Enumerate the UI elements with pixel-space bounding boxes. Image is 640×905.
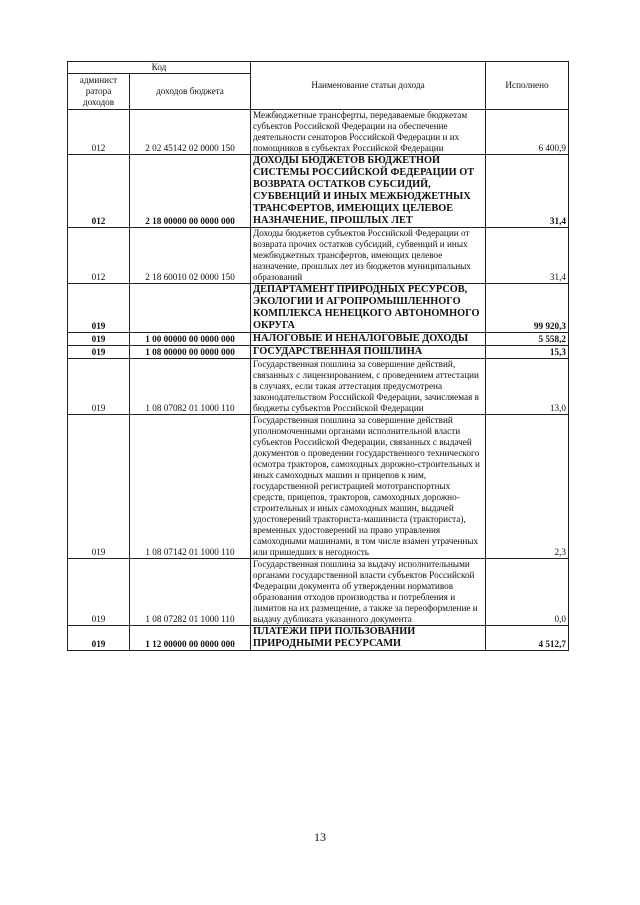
income-name-cell: ПЛАТЕЖИ ПРИ ПОЛЬЗОВАНИИ ПРИРОДНЫМИ РЕСУРСАМИ [251, 626, 486, 651]
admin-code-cell: 019 [68, 415, 130, 559]
page-number: 13 [314, 830, 326, 844]
table-row [68, 346, 569, 359]
executed-amount-cell: 31,4 [486, 228, 569, 284]
income-name-cell: Государственная пошлина за совершение действий уполномоченными органами исполнительной власти субъектов Российской Федерации, связанных с выдачей документов о проведении государственного технического осмотра тракторов, самоходных дорожно-строительных и иных самоходных машин и прицепов к ним, государственной регистрацией мототранспортных средств, прицепов, тракторов, самоходных дорожно-строительных и иных самоходных машин, выдачей удостоверений тракториста-машиниста (тракториста), временных удостоверений на право управления самоходными машинами, в том числе взамен утраченных или пришедших в негодность [251, 415, 486, 559]
executed-amount-cell: 2,3 [486, 415, 569, 559]
income-code-cell: 2 18 60010 02 0000 150 [130, 228, 251, 284]
table-body [68, 110, 569, 651]
executed-amount-cell: 13,0 [486, 359, 569, 415]
income-code-cell: 1 08 07142 01 1000 110 [130, 415, 251, 559]
income-name-cell: Межбюджетные трансферты, передаваемые бюджетам субъектов Российской Федерации на обеспечение деятельности сенаторов Российской Федерации и их помощников в субъектах Российской Федерации [251, 110, 486, 155]
table-row [68, 359, 569, 415]
admin-code-cell: 012 [68, 110, 130, 155]
admin-code-cell: 012 [68, 155, 130, 228]
table-row [68, 284, 569, 333]
code-group-header: Код [68, 62, 251, 74]
admin-code-cell: 019 [68, 359, 130, 415]
income-name-cell: ГОСУДАРСТВЕННАЯ ПОШЛИНА [251, 346, 486, 359]
income-name-cell: НАЛОГОВЫЕ И НЕНАЛОГОВЫЕ ДОХОДЫ [251, 333, 486, 346]
income-name-cell: ДЕПАРТАМЕНТ ПРИРОДНЫХ РЕСУРСОВ, ЭКОЛОГИИ И АГРОПРОМЫШЛЕННОГО КОМПЛЕКСА НЕНЕЦКОГО АВТОНОМНОГО ОКРУГА [251, 284, 486, 333]
table-row [68, 559, 569, 626]
income-code-cell: 1 08 07282 01 1000 110 [130, 559, 251, 626]
revenue-table [67, 61, 569, 651]
admin-code-cell: 019 [68, 346, 130, 359]
income-code-cell: 1 00 00000 00 0000 000 [130, 333, 251, 346]
income-code-cell: 2 02 45142 02 0000 150 [130, 110, 251, 155]
executed-amount-cell: 15,3 [486, 346, 569, 359]
admin-column-header: админист ратора доходов [68, 74, 130, 110]
table-row [68, 110, 569, 155]
table-row [68, 626, 569, 651]
executed-column-header: Исполнено [486, 62, 569, 110]
income-name-cell: Государственная пошлина за выдачу исполнительными органами государственной власти субъектов Российской Федерации документа об утверждении нормативов образования отходов производства и потребления и лимитов на их размещение, а также за переоформление и выдачу дубликата указанного документа [251, 559, 486, 626]
table-row [68, 333, 569, 346]
executed-amount-cell: 5 558,2 [486, 333, 569, 346]
income-code-cell [130, 284, 251, 333]
executed-amount-cell: 6 400,9 [486, 110, 569, 155]
income-name-cell: Государственная пошлина за совершение действий, связанных с лицензированием, с проведением аттестации в случаях, если такая аттестация предусмотрена законодательством Российской Федерации, зачисляемая в бюджеты субъектов Российской Федерации [251, 359, 486, 415]
admin-code-cell: 019 [68, 284, 130, 333]
executed-amount-cell: 4 512,7 [486, 626, 569, 651]
table-row [68, 415, 569, 559]
income-code-cell: 1 08 00000 00 0000 000 [130, 346, 251, 359]
income-code-cell: 1 12 00000 00 0000 000 [130, 626, 251, 651]
admin-code-cell: 019 [68, 626, 130, 651]
admin-code-cell: 012 [68, 228, 130, 284]
table-row [68, 155, 569, 228]
income-name-cell: ДОХОДЫ БЮДЖЕТОВ БЮДЖЕТНОЙ СИСТЕМЫ РОССИЙСКОЙ ФЕДЕРАЦИИ ОТ ВОЗВРАТА ОСТАТКОВ СУБСИДИЙ, СУБВЕНЦИЙ И ИНЫХ МЕЖБЮДЖЕТНЫХ ТРАНСФЕРТОВ, ИМЕЮЩИХ ЦЕЛЕВОЕ НАЗНАЧЕНИЕ, ПРОШЛЫХ ЛЕТ [251, 155, 486, 228]
income-code-column-header: доходов бюджета [130, 74, 251, 110]
income-code-cell: 1 08 07082 01 1000 110 [130, 359, 251, 415]
income-name-cell: Доходы бюджетов субъектов Российской Федерации от возврата прочих остатков субсидий, субвенций и иных межбюджетных трансфертов, имеющих целевое назначение, прошлых лет из бюджетов муниципальных образований [251, 228, 486, 284]
executed-amount-cell: 0,0 [486, 559, 569, 626]
income-code-cell: 2 18 00000 00 0000 000 [130, 155, 251, 228]
executed-amount-cell: 99 920,3 [486, 284, 569, 333]
executed-amount-cell: 31,4 [486, 155, 569, 228]
table-row [68, 228, 569, 284]
name-column-header: Наименование статьи дохода [251, 62, 486, 110]
admin-code-cell: 019 [68, 559, 130, 626]
admin-code-cell: 019 [68, 333, 130, 346]
